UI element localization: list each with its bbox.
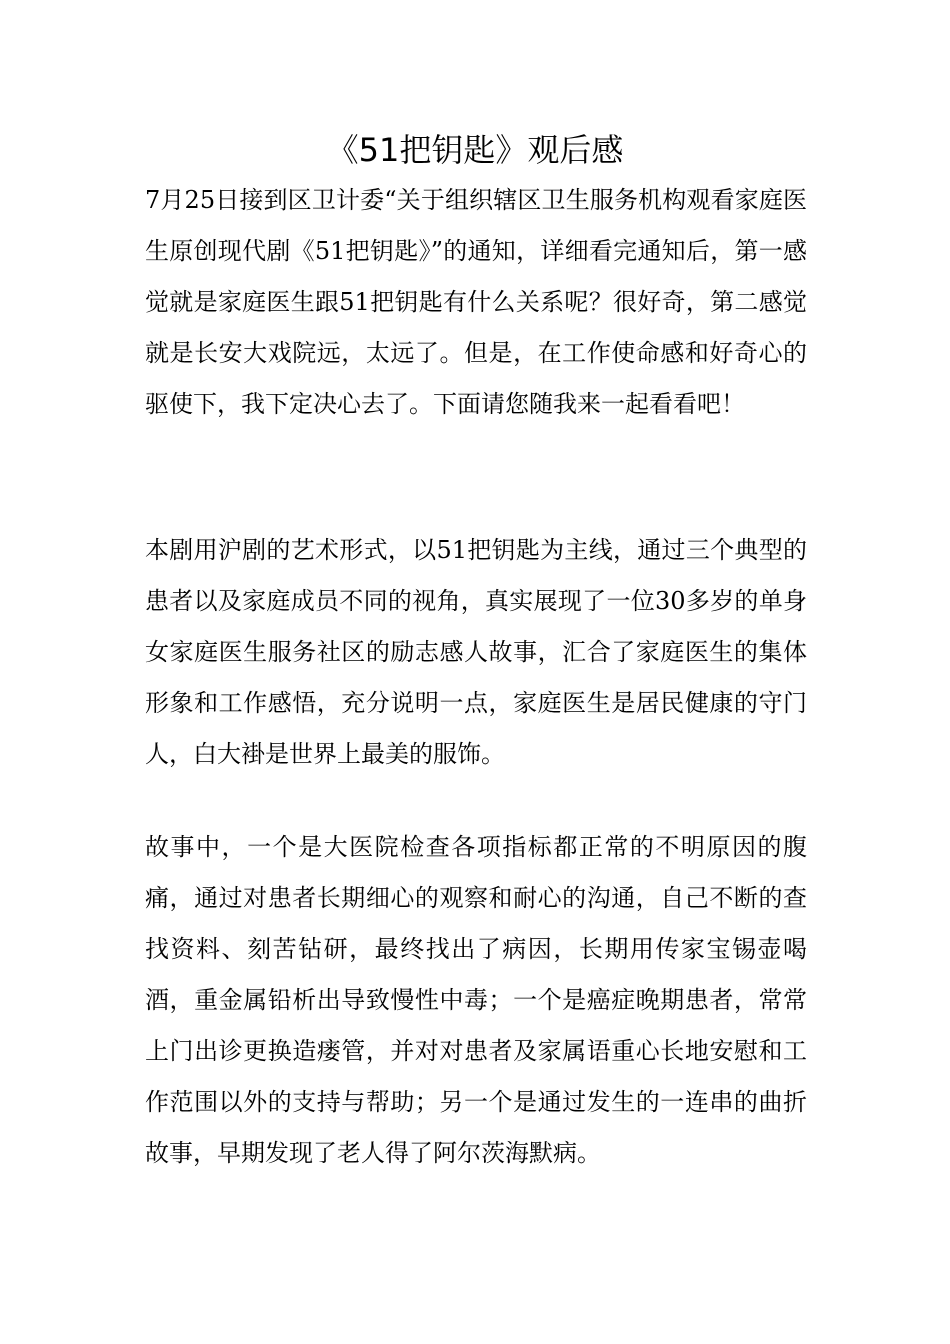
paragraph-3: 故事中，一个是大医院检查各项指标都正常的不明原因的腹痛，通过对患者长期细心的观察和耐心的沟通，自己不断的查找资料、刻苦钻研，最终找出了病因，长期用传家宝锡壶喝酒，重金属铅析出导致慢性中毒；一个是癌症晚期患者，常常上门出诊更换造瘘管，并对对患者及家属语重心长地安慰和工作范围以外的支持与帮助；另一个是通过发生的一连串的曲折故事，早期发现了老人得了阿尔茨海默病。 <box>145 833 807 1167</box>
document-title: 《51把钥匙》观后感 <box>326 131 624 169</box>
paragraph-2: 本剧用沪剧的艺术形式，以51把钥匙为主线，通过三个典型的患者以及家庭成员不同的视角，真实展现了一位30多岁的单身女家庭医生服务社区的励志感人故事，汇合了家庭医生的集体形象和工作感悟，充分说明一点，家庭医生是居民健康的守门人，白大褂是世界上最美的服饰。 <box>145 536 807 768</box>
paragraph-1: 7月25日接到区卫计委“关于组织辖区卫生服务机构观看家庭医生原创现代剧《51把钥匙》”的通知，详细看完通知后，第一感觉就是家庭医生跟51把钥匙有什么关系呢？很好奇，第二感觉就是长安大戏院远，太远了。但是，在工作使命感和好奇心的驱使下，我下定决心去了。下面请您随我来一起看看吧！ <box>145 186 807 418</box>
